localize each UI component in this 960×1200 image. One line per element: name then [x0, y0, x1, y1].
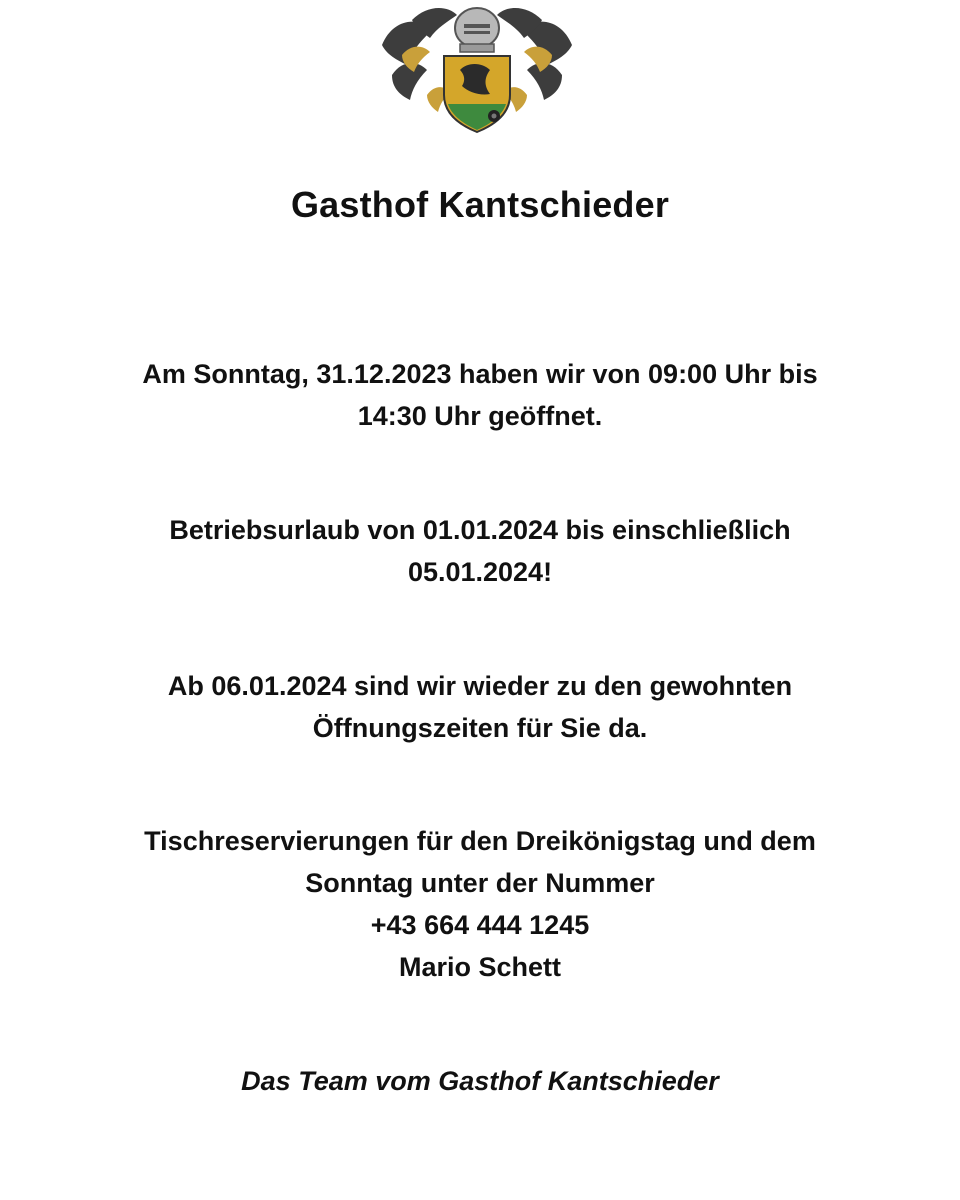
paragraph-line: Tischreservierungen für den Dreikönigstag und dem — [144, 826, 816, 856]
phone-number: +43 664 444 1245 — [370, 910, 590, 940]
paragraph-vacation — [0, 509, 960, 593]
paragraph-opening-hours — [0, 353, 960, 437]
paragraph-reservations — [0, 820, 960, 988]
contact-name: Mario Schett — [398, 952, 562, 982]
paragraph-line: Öffnungszeiten für Sie da. — [312, 713, 648, 743]
paragraph-line: Betriebsurlaub von 01.01.2024 bis einschließlich — [169, 515, 791, 545]
paragraph-line: Sonntag unter der Nummer — [305, 868, 655, 898]
coat-of-arms-icon — [372, 0, 582, 135]
paragraph-line: 14:30 Uhr geöffnet. — [357, 401, 603, 431]
page-title: Gasthof Kantschieder — [290, 184, 670, 225]
paragraph-line: 05.01.2024! — [407, 557, 553, 587]
paragraph-line: Am Sonntag, 31.12.2023 haben wir von 09:00 Uhr bis — [142, 359, 818, 389]
signature: Das Team vom Gasthof Kantschieder — [241, 1066, 719, 1096]
paragraph-line: Ab 06.01.2024 sind wir wieder zu den gewohnten — [167, 671, 793, 701]
paragraph-reopening — [0, 665, 960, 749]
